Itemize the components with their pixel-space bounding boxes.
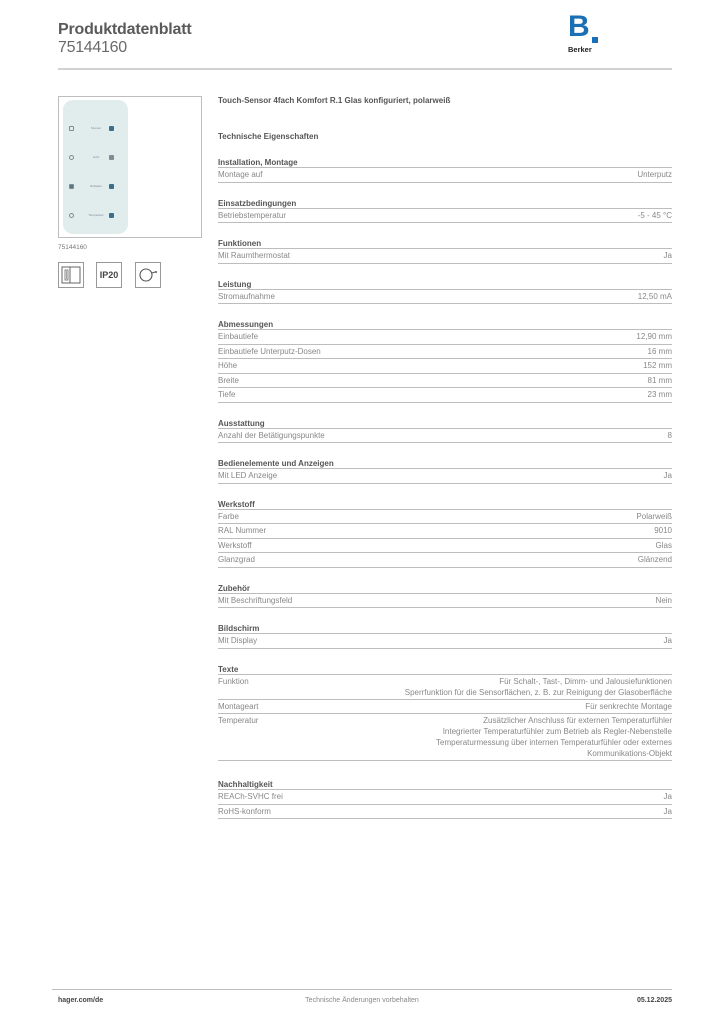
- ip20-badge: [96, 262, 122, 288]
- spec-row: [218, 359, 672, 374]
- spec-value-line: Für senkrechte Montage: [585, 701, 672, 711]
- image-caption: 75144160: [58, 244, 87, 251]
- spec-label: Farbe: [218, 511, 239, 521]
- spec-value: 12,50 mA: [637, 291, 672, 301]
- spec-value: Ja: [663, 636, 672, 645]
- page-title: Produktdatenblatt: [58, 21, 192, 38]
- spec-row: [218, 469, 672, 484]
- group-title: Einsatzbedingungen: [218, 198, 672, 209]
- spec-group-equipment: [218, 418, 672, 444]
- spec-label: Stromaufnahme: [218, 291, 275, 301]
- blind-up-icon: [69, 184, 74, 189]
- spec-value: Ja: [663, 471, 672, 480]
- spec-group-screen: [218, 623, 672, 649]
- spec-row: [218, 553, 672, 568]
- logo-dot-icon: [592, 37, 598, 43]
- sensor-label: Rolladen: [90, 184, 102, 188]
- spec-value-line: Für Schalt-, Tast-, Dimm- und Jalousiefunktionen: [499, 676, 672, 686]
- spec-row: [218, 714, 672, 761]
- spec-value: 81 mm: [647, 375, 672, 385]
- spec-row: [218, 524, 672, 539]
- spec-group-installation: [218, 157, 672, 183]
- spec-value: -5 - 45 °C: [637, 210, 672, 220]
- group-title: Texte: [218, 664, 672, 675]
- spec-value: Ja: [663, 806, 672, 816]
- spec-label: Montage auf: [218, 170, 263, 179]
- spec-label: Betriebstemperatur: [218, 210, 287, 220]
- sensor-row: [63, 211, 128, 223]
- spec-value-line: Kommunikations-Objekt: [587, 749, 672, 758]
- ip-rating-label: IP20: [99, 270, 119, 280]
- spec-value-line: Integrierter Temperaturfühler zum Betrieb als Regler-Nebenstelle: [442, 727, 672, 736]
- spec-label: Temperatur: [218, 716, 259, 725]
- spec-value: Glänzend: [637, 555, 672, 564]
- spec-row: [218, 330, 672, 345]
- spec-label: RoHS-konform: [218, 806, 271, 816]
- sensor-row: [63, 153, 128, 165]
- spec-value: 152 mm: [643, 361, 672, 370]
- spec-group-material: [218, 499, 672, 568]
- sensor-label: Szenen: [90, 126, 102, 130]
- light-icon: [69, 155, 74, 160]
- spec-value-line: Zusätzlicher Anschluss für externen Temperaturfühler: [483, 716, 672, 725]
- spec-row: [218, 168, 672, 183]
- group-title: Bildschirm: [218, 623, 672, 634]
- spec-row: [218, 374, 672, 389]
- spec-row: [218, 429, 672, 444]
- sensor-label: Temperatur: [88, 213, 104, 217]
- section-heading: Technische Eigenschaften: [218, 132, 319, 141]
- dimmer-icon: [109, 155, 114, 160]
- group-title: Bedienelemente und Anzeigen: [218, 458, 672, 469]
- group-title: Nachhaltigkeit: [218, 779, 672, 790]
- footer-disclaimer: Technische Änderungen vorbehalten: [305, 997, 419, 1004]
- spec-label: Mit Display: [218, 636, 258, 645]
- sensor-row: [63, 124, 128, 136]
- spec-group-sustainability: [218, 779, 672, 819]
- spec-row: [218, 700, 672, 715]
- product-name: Touch-Sensor 4fach Komfort R.1 Glas konfiguriert, polarweiß: [218, 96, 451, 105]
- spec-row: [218, 209, 672, 224]
- spec-value: 23 mm: [647, 390, 672, 399]
- spec-label: Breite: [218, 375, 239, 385]
- group-title: Funktionen: [218, 238, 672, 249]
- spec-row: [218, 388, 672, 403]
- scene-icon: [69, 126, 74, 131]
- spec-value: 9010: [654, 526, 672, 535]
- group-title: Leistung: [218, 279, 672, 290]
- spec-content: [218, 96, 672, 819]
- spec-row: [218, 805, 672, 820]
- logo-mark: B: [568, 10, 590, 43]
- header-divider: [58, 68, 672, 70]
- spec-value: [436, 714, 672, 760]
- sensor-label: Licht: [92, 155, 100, 159]
- article-number: 75144160: [58, 39, 127, 56]
- spec-value: Polarweiß: [636, 511, 672, 521]
- group-title: Installation, Montage: [218, 157, 672, 168]
- spec-row: [218, 675, 672, 700]
- spec-value: 16 mm: [647, 346, 672, 356]
- sensor-row: [63, 182, 128, 194]
- spec-group-controls: [218, 458, 672, 484]
- group-title: Zubehör: [218, 583, 672, 594]
- spec-value: [405, 675, 672, 699]
- spec-group-functions: [218, 238, 672, 264]
- connection-symbol-icon: [135, 262, 161, 288]
- spec-label: Funktion: [218, 676, 249, 686]
- spec-row: [218, 634, 672, 649]
- logo-brand: Berker: [568, 45, 592, 54]
- spec-label: REACh-SVHC frei: [218, 792, 283, 801]
- temperature-icon: [69, 213, 74, 218]
- spec-group-accessories: [218, 583, 672, 609]
- spec-group-texts: [218, 664, 672, 762]
- spec-group-conditions: [218, 198, 672, 224]
- spec-label: Werkstoff: [218, 540, 252, 550]
- spec-row: [218, 510, 672, 525]
- footer-divider: [52, 989, 672, 990]
- spec-group-power: [218, 279, 672, 305]
- spec-row: [218, 539, 672, 554]
- spec-value: Unterputz: [637, 170, 672, 179]
- spec-label: Mit Raumthermostat: [218, 251, 291, 260]
- footer-date: 05.12.2025: [636, 997, 672, 1004]
- glass-sensor-illustration: [63, 100, 128, 234]
- spec-label: Einbautiefe Unterputz-Dosen: [218, 346, 321, 356]
- group-title: Werkstoff: [218, 499, 672, 510]
- flush-mounted-box-icon: [58, 262, 84, 288]
- spec-value: [585, 700, 672, 714]
- product-image: [58, 96, 202, 238]
- spec-row: [218, 249, 672, 264]
- spec-row: [218, 290, 672, 305]
- spec-value: Ja: [663, 251, 672, 260]
- spec-value-line: Sperrfunktion für die Sensorflächen, z. B. zur Reinigung der Glasoberfläche: [404, 687, 672, 697]
- spec-value: Nein: [655, 595, 672, 605]
- spec-label: Mit Beschriftungsfeld: [218, 595, 293, 605]
- spec-group-dimensions: [218, 319, 672, 403]
- spec-label: Mit LED Anzeige: [218, 471, 278, 480]
- spec-value: Glas: [655, 540, 672, 550]
- spec-value-line: Temperaturmessung über internen Temperaturfühler oder externes: [436, 738, 672, 747]
- spec-row: [218, 594, 672, 609]
- spec-value: 12,90 mm: [636, 332, 672, 341]
- group-title: Ausstattung: [218, 418, 672, 429]
- berker-logo: [568, 10, 608, 56]
- spec-label: Einbautiefe: [218, 332, 259, 341]
- spec-label: RAL Nummer: [218, 526, 267, 535]
- spec-label: Höhe: [218, 361, 238, 370]
- spec-row: [218, 345, 672, 360]
- spec-label: Glanzgrad: [218, 555, 255, 564]
- spec-label: Tiefe: [218, 390, 236, 399]
- footer-website-link[interactable]: hager.com/de: [58, 997, 104, 1004]
- spec-value: Ja: [663, 792, 672, 801]
- spec-label: Montageart: [218, 701, 259, 711]
- scene-led-icon: [109, 126, 114, 131]
- spec-label: Anzahl der Betätigungspunkte: [218, 430, 325, 440]
- blind-down-icon: [109, 184, 114, 189]
- spec-value: 8: [667, 430, 672, 440]
- group-title: Abmessungen: [218, 319, 672, 330]
- thermostat-icon: [109, 213, 114, 218]
- spec-row: [218, 790, 672, 805]
